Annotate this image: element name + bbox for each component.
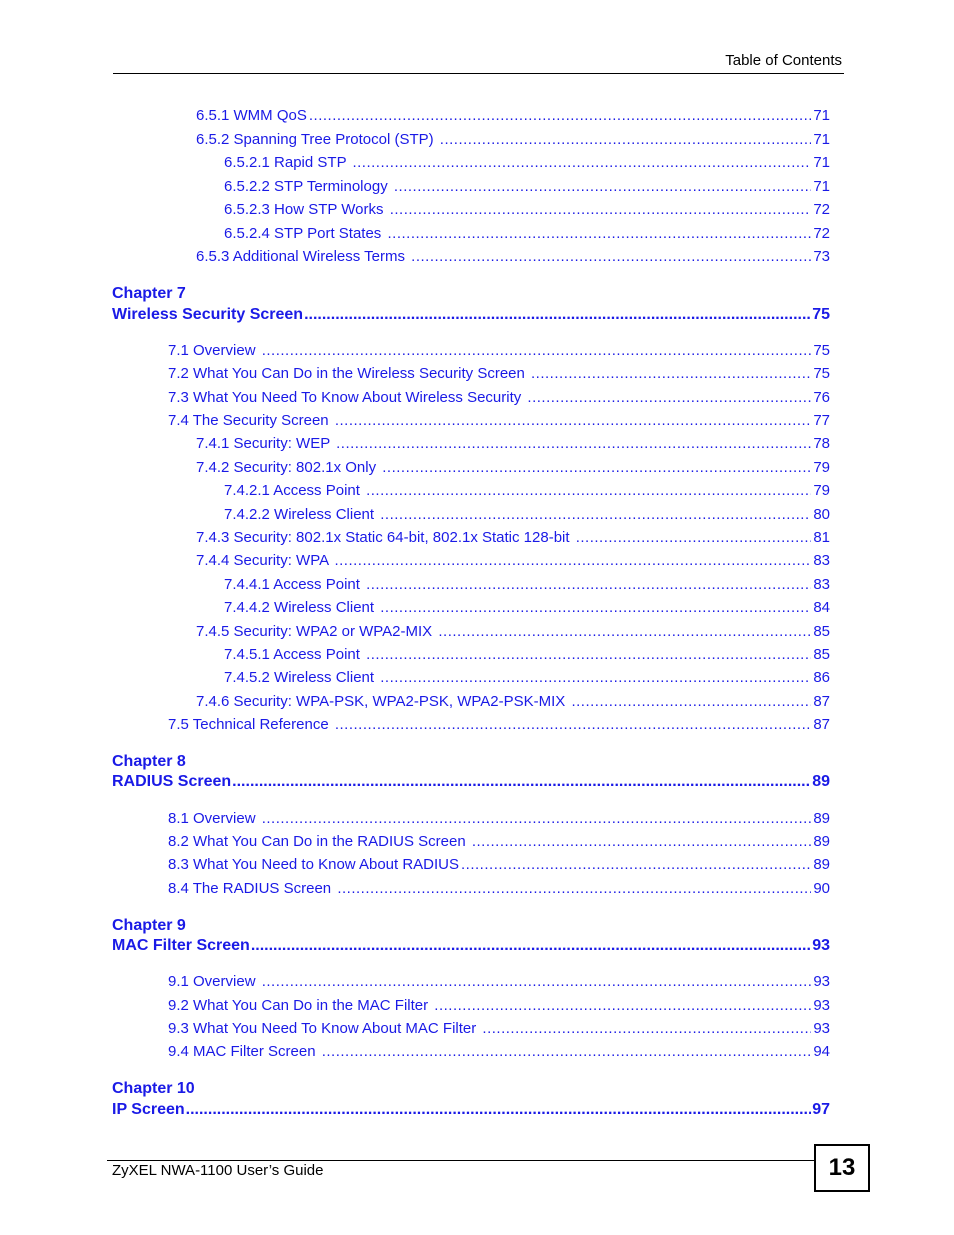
toc-entry-label: 7.4.3 Security: 802.1x Static 64-bit, 802.1x Static 128-bit: [196, 529, 574, 546]
toc-entry-label: 7.1 Overview: [168, 342, 260, 359]
toc-leader-dots: [232, 772, 811, 791]
toc-entry[interactable]: [196, 623, 830, 641]
toc-leader-dots: [262, 810, 812, 828]
toc-leader-dots: [366, 576, 811, 594]
toc-entry[interactable]: [168, 856, 830, 874]
toc-leader-dots: [380, 599, 811, 617]
toc-entry[interactable]: [224, 178, 830, 196]
toc-entry-label: 6.5.2 Spanning Tree Protocol (STP): [196, 131, 438, 148]
toc-entry-page: 71: [813, 154, 830, 171]
toc-entry[interactable]: [224, 599, 830, 617]
toc-entry-label: 7.4.5 Security: WPA2 or WPA2-MIX: [196, 623, 437, 640]
header-rule: [113, 73, 844, 74]
toc-entry[interactable]: [168, 973, 830, 991]
toc-entry-page: 89: [813, 810, 830, 827]
toc-entry[interactable]: [168, 342, 830, 360]
toc-entry[interactable]: [168, 389, 830, 407]
toc-entry[interactable]: [224, 201, 830, 219]
toc-entry[interactable]: [168, 880, 830, 898]
toc-entry-page: 94: [813, 1043, 830, 1060]
toc-entry-page: 93: [813, 973, 830, 990]
toc-entry-label: 7.4.5.1 Access Point: [224, 646, 365, 663]
toc-entry-label: 7.4.4 Security: WPA: [196, 552, 333, 569]
toc-entry-label: 8.1 Overview: [168, 810, 260, 827]
toc-entry-page: 90: [813, 880, 830, 897]
chapter-page: 93: [812, 937, 830, 954]
toc-entry[interactable]: [224, 225, 830, 243]
toc-leader-dots: [434, 997, 811, 1015]
toc-entry-page: 93: [813, 1020, 830, 1037]
toc-entry-label: 9.1 Overview: [168, 973, 260, 990]
toc-leader-dots: [380, 669, 811, 687]
toc-entry-label: 6.5.2.4 STP Port States: [224, 225, 386, 242]
toc-entry-label: 7.4.4.2 Wireless Client: [224, 599, 379, 616]
toc-entry-label: 8.3 What You Need to Know About RADIUS: [168, 856, 460, 873]
toc-leader-dots: [571, 693, 811, 711]
toc-entry-page: 89: [813, 856, 830, 873]
toc-entry-label: 6.5.2.3 How STP Works: [224, 201, 388, 218]
toc-entry[interactable]: [168, 716, 830, 734]
chapter-entry[interactable]: [112, 305, 830, 324]
page-number: 13: [828, 1154, 856, 1181]
toc-leader-dots: [352, 154, 811, 172]
header-section-title: Table of Contents: [725, 52, 842, 69]
toc-entry-page: 77: [813, 412, 830, 429]
toc-entry[interactable]: [196, 435, 830, 453]
toc-leader-dots: [262, 973, 812, 991]
toc-leader-dots: [366, 646, 811, 664]
chapter-label[interactable]: Chapter 10: [112, 1080, 195, 1097]
toc-entry-page: 76: [813, 389, 830, 406]
toc-entry[interactable]: [196, 529, 830, 547]
toc-entry[interactable]: [196, 248, 830, 266]
chapter-label[interactable]: Chapter 8: [112, 753, 186, 770]
toc-leader-dots: [461, 856, 811, 874]
toc-entry-page: 72: [813, 225, 830, 242]
toc-entry-page: 79: [813, 482, 830, 499]
toc-entry-page: 87: [813, 716, 830, 733]
toc-entry-label: 9.3 What You Need To Know About MAC Filter: [168, 1020, 481, 1037]
toc-entry-page: 75: [813, 342, 830, 359]
toc-entry[interactable]: [168, 412, 830, 430]
toc-entry-page: 80: [813, 506, 830, 523]
chapter-title: MAC Filter Screen: [112, 937, 250, 954]
toc-entry-label: 9.2 What You Can Do in the MAC Filter: [168, 997, 433, 1014]
toc-leader-dots: [336, 435, 811, 453]
page-number-box: [814, 1144, 870, 1192]
toc-entry[interactable]: [168, 810, 830, 828]
toc-entry[interactable]: [168, 365, 830, 383]
toc-entry-page: 81: [813, 529, 830, 546]
footer-rule: [107, 1160, 815, 1161]
toc-entry-page: 71: [813, 107, 830, 124]
toc-leader-dots: [337, 880, 811, 898]
toc-leader-dots: [527, 389, 811, 407]
toc-leader-dots: [186, 1100, 812, 1119]
toc-leader-dots: [411, 248, 811, 266]
toc-entry-label: 6.5.1 WMM QoS: [196, 107, 307, 124]
toc-entry-page: 71: [813, 131, 830, 148]
toc-leader-dots: [390, 201, 812, 219]
toc-entry-label: 8.4 The RADIUS Screen: [168, 880, 336, 897]
toc-entry-page: 84: [813, 599, 830, 616]
toc-entry-label: 9.4 MAC Filter Screen: [168, 1043, 320, 1060]
toc-leader-dots: [440, 131, 812, 149]
toc-entry-label: 7.4.6 Security: WPA-PSK, WPA2-PSK, WPA2-PSK-MIX: [196, 693, 570, 710]
toc-entry-page: 71: [813, 178, 830, 195]
toc-entry[interactable]: [168, 833, 830, 851]
toc-entry-label: 7.4.5.2 Wireless Client: [224, 669, 379, 686]
toc-leader-dots: [304, 305, 811, 324]
toc-leader-dots: [262, 342, 812, 360]
toc-entry-page: 79: [813, 459, 830, 476]
toc-entry-page: 87: [813, 693, 830, 710]
toc-entry[interactable]: [196, 107, 830, 125]
toc-entry-page: 73: [813, 248, 830, 265]
chapter-page: 89: [812, 773, 830, 790]
toc-leader-dots: [394, 178, 811, 196]
toc-leader-dots: [335, 412, 812, 430]
toc-leader-dots: [438, 623, 811, 641]
chapter-entry[interactable]: [112, 772, 830, 791]
toc-entry-label: 6.5.2.1 Rapid STP: [224, 154, 351, 171]
toc-entry-label: 7.4.2.2 Wireless Client: [224, 506, 379, 523]
toc-leader-dots: [387, 225, 811, 243]
toc-entry-label: 6.5.2.2 STP Terminology: [224, 178, 392, 195]
toc-leader-dots: [382, 459, 811, 477]
chapter-entry[interactable]: [112, 936, 830, 955]
toc-entry[interactable]: [224, 576, 830, 594]
toc-entry-label: 8.2 What You Can Do in the RADIUS Screen: [168, 833, 470, 850]
toc-leader-dots: [380, 506, 811, 524]
toc-entry-page: 75: [813, 365, 830, 382]
toc-entry-label: 7.4.2.1 Access Point: [224, 482, 365, 499]
chapter-title: Wireless Security Screen: [112, 306, 304, 323]
toc-entry[interactable]: [224, 669, 830, 687]
toc-leader-dots: [366, 482, 811, 500]
toc-entry[interactable]: [168, 997, 830, 1015]
toc-entry[interactable]: [196, 131, 830, 149]
toc-leader-dots: [334, 552, 811, 570]
toc-entry[interactable]: [168, 1020, 830, 1038]
chapter-entry[interactable]: [112, 1100, 830, 1119]
toc-leader-dots: [576, 529, 812, 547]
toc-entry-page: 83: [813, 576, 830, 593]
toc-leader-dots: [531, 365, 811, 383]
toc-leader-dots: [322, 1043, 812, 1061]
toc-entry-label: 6.5.3 Additional Wireless Terms: [196, 248, 410, 265]
toc-entry[interactable]: [196, 693, 830, 711]
toc-entry-page: 72: [813, 201, 830, 218]
footer-guide-title: ZyXEL NWA-1100 User’s Guide: [112, 1162, 324, 1179]
toc-entry[interactable]: [168, 1043, 830, 1061]
toc-entry-label: 7.2 What You Can Do in the Wireless Security Screen: [168, 365, 530, 382]
chapter-label[interactable]: Chapter 7: [112, 285, 186, 302]
chapter-page: 75: [812, 306, 830, 323]
toc-entry-label: 7.4.4.1 Access Point: [224, 576, 365, 593]
toc-leader-dots: [335, 716, 811, 734]
chapter-page: 97: [812, 1101, 830, 1118]
toc-entry-page: 85: [813, 623, 830, 640]
chapter-title: RADIUS Screen: [112, 773, 232, 790]
toc-leader-dots: [482, 1020, 811, 1038]
toc-entry[interactable]: [224, 506, 830, 524]
chapter-label[interactable]: Chapter 9: [112, 917, 186, 934]
toc-entry-label: 7.4 The Security Screen: [168, 412, 333, 429]
toc-leader-dots: [251, 936, 811, 955]
toc-entry-page: 89: [813, 833, 830, 850]
chapter-title: IP Screen: [112, 1101, 185, 1118]
toc-entry-page: 83: [813, 552, 830, 569]
toc-entry[interactable]: [224, 154, 830, 172]
toc-entry-page: 93: [813, 997, 830, 1014]
toc-entry-page: 85: [813, 646, 830, 663]
toc-entry[interactable]: [196, 552, 830, 570]
toc-leader-dots: [472, 833, 811, 851]
toc-entry[interactable]: [224, 646, 830, 664]
toc-entry-label: 7.5 Technical Reference: [168, 716, 333, 733]
toc-entry-page: 78: [813, 435, 830, 452]
toc-entry-label: 7.3 What You Need To Know About Wireless Security: [168, 389, 526, 406]
toc-entry-label: 7.4.1 Security: WEP: [196, 435, 335, 452]
toc-entry[interactable]: [196, 459, 830, 477]
toc-entry-label: 7.4.2 Security: 802.1x Only: [196, 459, 381, 476]
toc-leader-dots: [309, 107, 811, 125]
toc-entry[interactable]: [224, 482, 830, 500]
toc-entry-page: 86: [813, 669, 830, 686]
